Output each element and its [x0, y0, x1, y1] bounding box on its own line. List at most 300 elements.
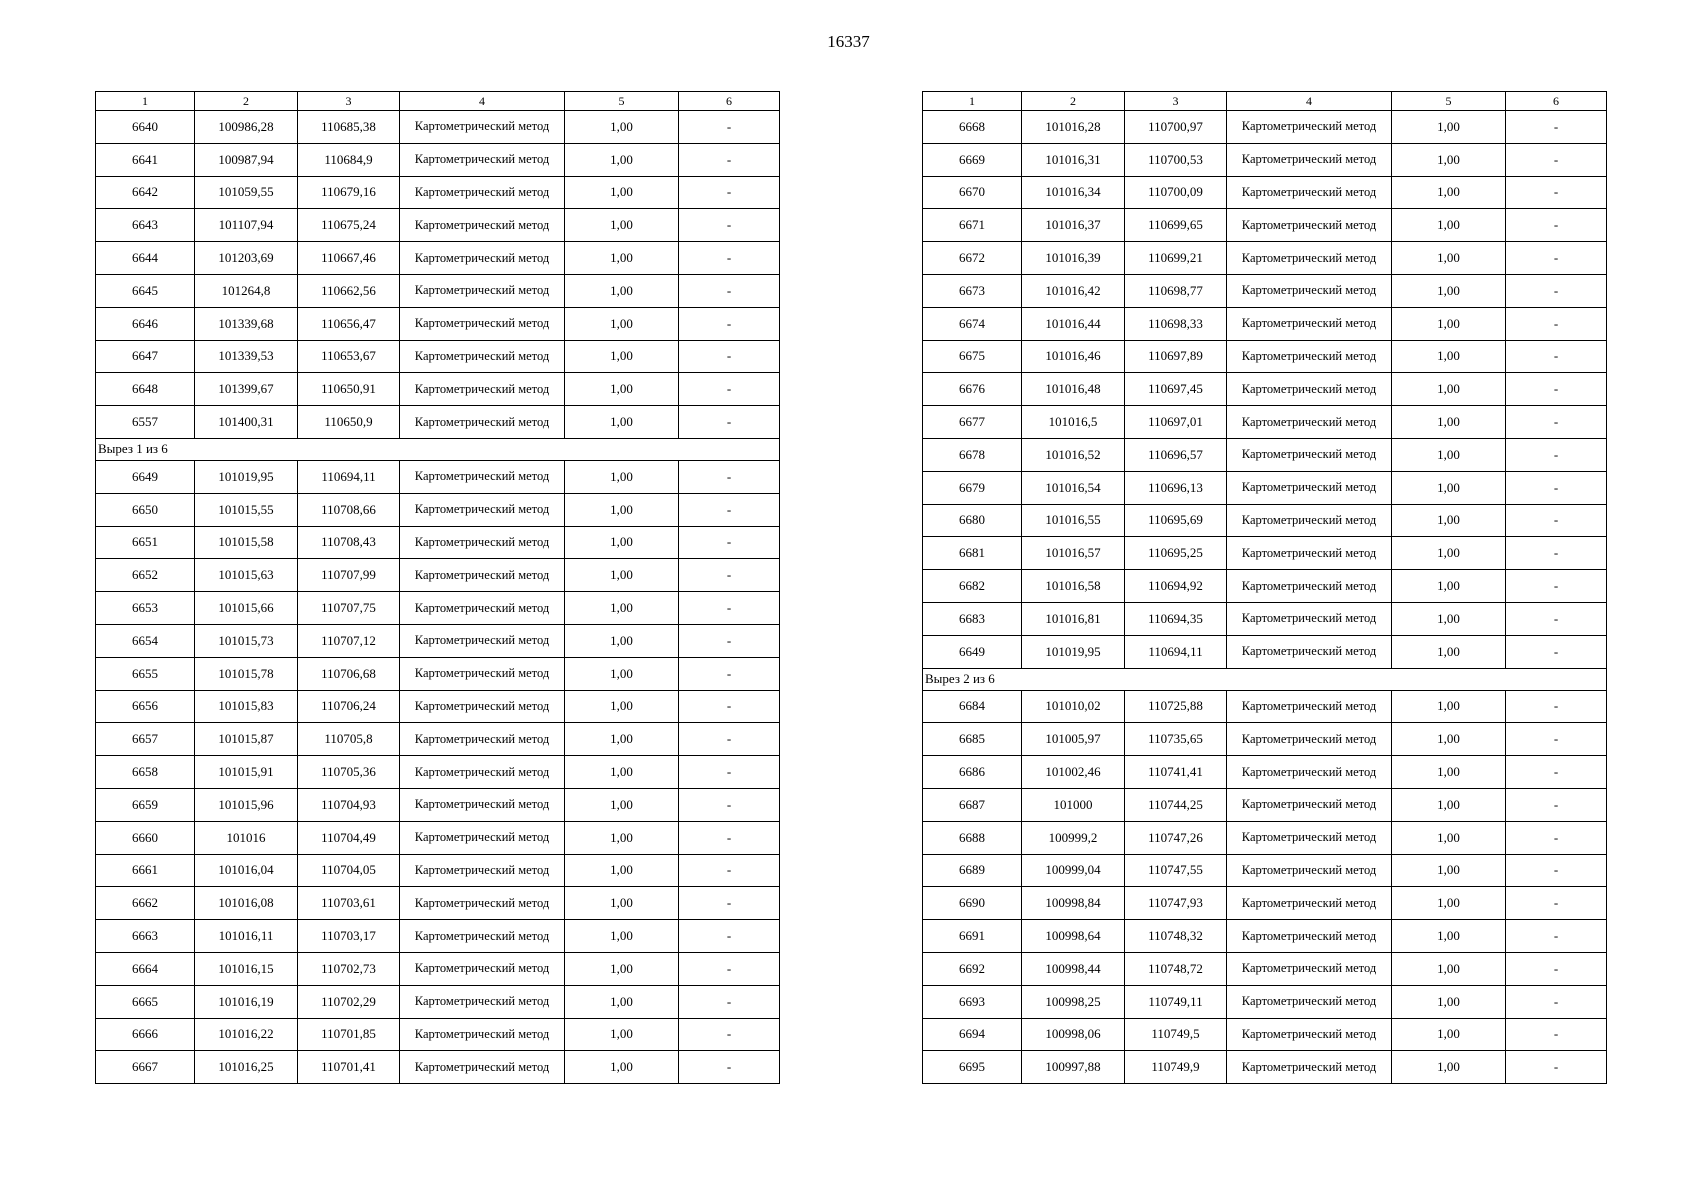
method-cell: Картометрический метод: [400, 920, 565, 953]
accuracy-cell: 1,00: [1392, 176, 1506, 209]
x-coordinate-cell: 101264,8: [195, 274, 298, 307]
point-number-cell: 6642: [96, 176, 195, 209]
x-coordinate-cell: 101016,42: [1022, 274, 1125, 307]
table-row: [923, 143, 1607, 176]
method-cell: Картометрический метод: [400, 887, 565, 920]
point-number-cell: 6667: [96, 1051, 195, 1084]
y-coordinate-cell: 110749,9: [1125, 1051, 1227, 1084]
table-row: [96, 887, 780, 920]
y-coordinate-cell: 110748,32: [1125, 920, 1227, 953]
accuracy-cell: 1,00: [1392, 887, 1506, 920]
column-header: 1: [923, 92, 1022, 111]
description-cell: -: [1506, 635, 1607, 668]
point-number-cell: 6655: [96, 657, 195, 690]
method-cell: Картометрический метод: [400, 307, 565, 340]
table-row: [923, 952, 1607, 985]
accuracy-cell: 1,00: [1392, 788, 1506, 821]
point-number-cell: 6669: [923, 143, 1022, 176]
point-number-cell: 6640: [96, 111, 195, 144]
point-number-cell: 6680: [923, 504, 1022, 537]
method-cell: Картометрический метод: [1227, 274, 1392, 307]
y-coordinate-cell: 110747,26: [1125, 821, 1227, 854]
y-coordinate-cell: 110685,38: [298, 111, 400, 144]
point-number-cell: 6682: [923, 570, 1022, 603]
method-cell: Картометрический метод: [1227, 723, 1392, 756]
description-cell: -: [679, 821, 780, 854]
y-coordinate-cell: 110735,65: [1125, 723, 1227, 756]
point-number-cell: 6643: [96, 209, 195, 242]
description-cell: -: [1506, 373, 1607, 406]
point-number-cell: 6692: [923, 952, 1022, 985]
accuracy-cell: 1,00: [1392, 570, 1506, 603]
method-cell: Картометрический метод: [1227, 373, 1392, 406]
point-number-cell: 6672: [923, 242, 1022, 275]
table-row: [96, 690, 780, 723]
accuracy-cell: 1,00: [565, 176, 679, 209]
description-cell: -: [1506, 920, 1607, 953]
method-cell: Картометрический метод: [1227, 985, 1392, 1018]
table-row: [96, 920, 780, 953]
description-cell: -: [1506, 570, 1607, 603]
table-row: [923, 920, 1607, 953]
description-cell: -: [679, 242, 780, 275]
accuracy-cell: 1,00: [1392, 821, 1506, 854]
y-coordinate-cell: 110705,8: [298, 723, 400, 756]
accuracy-cell: 1,00: [565, 209, 679, 242]
point-number-cell: 6657: [96, 723, 195, 756]
x-coordinate-cell: 101016,52: [1022, 438, 1125, 471]
table-row: [923, 756, 1607, 789]
method-cell: Картометрический метод: [1227, 111, 1392, 144]
point-number-cell: 6659: [96, 788, 195, 821]
table-row: [96, 143, 780, 176]
method-cell: Картометрический метод: [1227, 504, 1392, 537]
method-cell: Картометрический метод: [1227, 537, 1392, 570]
column-header: 2: [195, 92, 298, 111]
point-number-cell: 6662: [96, 887, 195, 920]
accuracy-cell: 1,00: [565, 406, 679, 439]
point-number-cell: 6689: [923, 854, 1022, 887]
description-cell: -: [1506, 209, 1607, 242]
method-cell: Картометрический метод: [400, 274, 565, 307]
method-cell: Картометрический метод: [400, 460, 565, 493]
method-cell: Картометрический метод: [1227, 854, 1392, 887]
x-coordinate-cell: 101016,58: [1022, 570, 1125, 603]
table-row: [96, 985, 780, 1018]
table-row: [923, 635, 1607, 668]
point-number-cell: 6681: [923, 537, 1022, 570]
y-coordinate-cell: 110704,05: [298, 854, 400, 887]
table-row: [923, 602, 1607, 635]
table-header-row: [923, 92, 1607, 111]
method-cell: Картометрический метод: [400, 1051, 565, 1084]
x-coordinate-cell: 101016,22: [195, 1018, 298, 1051]
table-row: [96, 559, 780, 592]
x-coordinate-cell: 101016,11: [195, 920, 298, 953]
description-cell: -: [1506, 438, 1607, 471]
x-coordinate-cell: 101000: [1022, 788, 1125, 821]
section-row: [923, 668, 1607, 690]
accuracy-cell: 1,00: [565, 274, 679, 307]
x-coordinate-cell: 101203,69: [195, 242, 298, 275]
description-cell: -: [679, 340, 780, 373]
method-cell: Картометрический метод: [400, 592, 565, 625]
method-cell: Картометрический метод: [400, 176, 565, 209]
y-coordinate-cell: 110708,43: [298, 526, 400, 559]
y-coordinate-cell: 110694,11: [298, 460, 400, 493]
description-cell: -: [1506, 143, 1607, 176]
x-coordinate-cell: 101016,37: [1022, 209, 1125, 242]
y-coordinate-cell: 110725,88: [1125, 690, 1227, 723]
accuracy-cell: 1,00: [1392, 471, 1506, 504]
point-number-cell: 6656: [96, 690, 195, 723]
accuracy-cell: 1,00: [565, 985, 679, 1018]
point-number-cell: 6666: [96, 1018, 195, 1051]
point-number-cell: 6684: [923, 690, 1022, 723]
x-coordinate-cell: 101005,97: [1022, 723, 1125, 756]
y-coordinate-cell: 110747,93: [1125, 887, 1227, 920]
accuracy-cell: 1,00: [1392, 756, 1506, 789]
coordinates-table-left: [95, 91, 780, 1084]
table-row: [923, 854, 1607, 887]
y-coordinate-cell: 110694,35: [1125, 602, 1227, 635]
accuracy-cell: 1,00: [565, 111, 679, 144]
accuracy-cell: 1,00: [1392, 242, 1506, 275]
y-coordinate-cell: 110741,41: [1125, 756, 1227, 789]
description-cell: -: [1506, 1018, 1607, 1051]
method-cell: Картометрический метод: [1227, 756, 1392, 789]
description-cell: -: [679, 592, 780, 625]
accuracy-cell: 1,00: [565, 920, 679, 953]
table-row: [96, 111, 780, 144]
description-cell: -: [679, 756, 780, 789]
accuracy-cell: 1,00: [1392, 723, 1506, 756]
point-number-cell: 6691: [923, 920, 1022, 953]
y-coordinate-cell: 110694,11: [1125, 635, 1227, 668]
method-cell: Картометрический метод: [1227, 471, 1392, 504]
y-coordinate-cell: 110650,9: [298, 406, 400, 439]
table-row: [96, 176, 780, 209]
table-row: [96, 592, 780, 625]
accuracy-cell: 1,00: [565, 690, 679, 723]
table-row: [923, 504, 1607, 537]
method-cell: Картометрический метод: [1227, 242, 1392, 275]
table-row: [923, 406, 1607, 439]
x-coordinate-cell: 101010,02: [1022, 690, 1125, 723]
column-header: 4: [1227, 92, 1392, 111]
point-number-cell: 6677: [923, 406, 1022, 439]
x-coordinate-cell: 100999,04: [1022, 854, 1125, 887]
table-row: [923, 307, 1607, 340]
accuracy-cell: 1,00: [565, 493, 679, 526]
description-cell: -: [679, 657, 780, 690]
x-coordinate-cell: 101016,57: [1022, 537, 1125, 570]
table-row: [96, 209, 780, 242]
method-cell: Картометрический метод: [400, 657, 565, 690]
description-cell: -: [1506, 307, 1607, 340]
table-row: [96, 460, 780, 493]
method-cell: Картометрический метод: [1227, 690, 1392, 723]
column-header: 6: [679, 92, 780, 111]
section-row: [96, 438, 780, 460]
description-cell: -: [1506, 176, 1607, 209]
x-coordinate-cell: 101015,55: [195, 493, 298, 526]
x-coordinate-cell: 101339,53: [195, 340, 298, 373]
y-coordinate-cell: 110706,24: [298, 690, 400, 723]
x-coordinate-cell: 101015,87: [195, 723, 298, 756]
method-cell: Картометрический метод: [1227, 340, 1392, 373]
y-coordinate-cell: 110747,55: [1125, 854, 1227, 887]
y-coordinate-cell: 110706,68: [298, 657, 400, 690]
point-number-cell: 6690: [923, 887, 1022, 920]
table-row: [96, 526, 780, 559]
table-row: [96, 821, 780, 854]
description-cell: -: [679, 559, 780, 592]
y-coordinate-cell: 110696,57: [1125, 438, 1227, 471]
method-cell: Картометрический метод: [400, 406, 565, 439]
description-cell: -: [1506, 406, 1607, 439]
method-cell: Картометрический метод: [400, 952, 565, 985]
table-row: [96, 1051, 780, 1084]
table-row: [923, 1051, 1607, 1084]
y-coordinate-cell: 110702,29: [298, 985, 400, 1018]
accuracy-cell: 1,00: [1392, 111, 1506, 144]
column-header: 5: [1392, 92, 1506, 111]
description-cell: -: [1506, 471, 1607, 504]
y-coordinate-cell: 110749,11: [1125, 985, 1227, 1018]
point-number-cell: 6683: [923, 602, 1022, 635]
x-coordinate-cell: 101015,58: [195, 526, 298, 559]
description-cell: -: [679, 624, 780, 657]
point-number-cell: 6641: [96, 143, 195, 176]
y-coordinate-cell: 110699,21: [1125, 242, 1227, 275]
point-number-cell: 6678: [923, 438, 1022, 471]
table-row: [923, 340, 1607, 373]
y-coordinate-cell: 110694,92: [1125, 570, 1227, 603]
y-coordinate-cell: 110701,85: [298, 1018, 400, 1051]
x-coordinate-cell: 101399,67: [195, 373, 298, 406]
accuracy-cell: 1,00: [565, 952, 679, 985]
point-number-cell: 6687: [923, 788, 1022, 821]
method-cell: Картометрический метод: [400, 723, 565, 756]
description-cell: -: [679, 209, 780, 242]
table-row: [923, 985, 1607, 1018]
method-cell: Картометрический метод: [1227, 406, 1392, 439]
table-row: [923, 242, 1607, 275]
method-cell: Картометрический метод: [400, 559, 565, 592]
y-coordinate-cell: 110748,72: [1125, 952, 1227, 985]
y-coordinate-cell: 110701,41: [298, 1051, 400, 1084]
table-row: [96, 723, 780, 756]
accuracy-cell: 1,00: [565, 657, 679, 690]
x-coordinate-cell: 101019,95: [1022, 635, 1125, 668]
y-coordinate-cell: 110703,17: [298, 920, 400, 953]
accuracy-cell: 1,00: [1392, 854, 1506, 887]
y-coordinate-cell: 110684,9: [298, 143, 400, 176]
table-row: [923, 537, 1607, 570]
point-number-cell: 6647: [96, 340, 195, 373]
accuracy-cell: 1,00: [1392, 602, 1506, 635]
column-header: 5: [565, 92, 679, 111]
y-coordinate-cell: 110675,24: [298, 209, 400, 242]
method-cell: Картометрический метод: [400, 143, 565, 176]
accuracy-cell: 1,00: [565, 460, 679, 493]
x-coordinate-cell: 101015,63: [195, 559, 298, 592]
description-cell: -: [1506, 952, 1607, 985]
point-number-cell: 6648: [96, 373, 195, 406]
y-coordinate-cell: 110700,53: [1125, 143, 1227, 176]
accuracy-cell: 1,00: [1392, 952, 1506, 985]
x-coordinate-cell: 101016,25: [195, 1051, 298, 1084]
x-coordinate-cell: 101016: [195, 821, 298, 854]
table-row: [923, 821, 1607, 854]
table-row: [923, 887, 1607, 920]
x-coordinate-cell: 101015,78: [195, 657, 298, 690]
x-coordinate-cell: 101339,68: [195, 307, 298, 340]
y-coordinate-cell: 110707,12: [298, 624, 400, 657]
accuracy-cell: 1,00: [565, 756, 679, 789]
point-number-cell: 6653: [96, 592, 195, 625]
description-cell: -: [1506, 821, 1607, 854]
method-cell: Картометрический метод: [1227, 602, 1392, 635]
point-number-cell: 6670: [923, 176, 1022, 209]
description-cell: -: [1506, 723, 1607, 756]
table-row: [96, 854, 780, 887]
point-number-cell: 6675: [923, 340, 1022, 373]
table-row: [923, 723, 1607, 756]
x-coordinate-cell: 101016,54: [1022, 471, 1125, 504]
y-coordinate-cell: 110697,01: [1125, 406, 1227, 439]
x-coordinate-cell: 101016,28: [1022, 111, 1125, 144]
description-cell: -: [679, 920, 780, 953]
method-cell: Картометрический метод: [400, 756, 565, 789]
description-cell: -: [1506, 537, 1607, 570]
method-cell: Картометрический метод: [1227, 209, 1392, 242]
y-coordinate-cell: 110695,25: [1125, 537, 1227, 570]
accuracy-cell: 1,00: [1392, 1051, 1506, 1084]
method-cell: Картометрический метод: [1227, 821, 1392, 854]
accuracy-cell: 1,00: [1392, 504, 1506, 537]
method-cell: Картометрический метод: [400, 1018, 565, 1051]
y-coordinate-cell: 110700,97: [1125, 111, 1227, 144]
table-row: [923, 111, 1607, 144]
point-number-cell: 6658: [96, 756, 195, 789]
method-cell: Картометрический метод: [1227, 438, 1392, 471]
coordinates-table-right: [922, 91, 1607, 1084]
description-cell: -: [1506, 504, 1607, 537]
accuracy-cell: 1,00: [565, 307, 679, 340]
table-header-row: [96, 92, 780, 111]
column-header: 4: [400, 92, 565, 111]
accuracy-cell: 1,00: [565, 723, 679, 756]
table-row: [96, 657, 780, 690]
point-number-cell: 6673: [923, 274, 1022, 307]
accuracy-cell: 1,00: [1392, 920, 1506, 953]
accuracy-cell: 1,00: [565, 559, 679, 592]
x-coordinate-cell: 100998,84: [1022, 887, 1125, 920]
table-row: [96, 307, 780, 340]
table-row: [96, 373, 780, 406]
x-coordinate-cell: 101015,73: [195, 624, 298, 657]
x-coordinate-cell: 101016,48: [1022, 373, 1125, 406]
accuracy-cell: 1,00: [565, 1018, 679, 1051]
page-number: 16337: [827, 32, 870, 51]
description-cell: -: [1506, 887, 1607, 920]
y-coordinate-cell: 110707,99: [298, 559, 400, 592]
y-coordinate-cell: 110703,61: [298, 887, 400, 920]
point-number-cell: 6686: [923, 756, 1022, 789]
column-header: 3: [298, 92, 400, 111]
description-cell: -: [679, 788, 780, 821]
y-coordinate-cell: 110700,09: [1125, 176, 1227, 209]
description-cell: -: [1506, 1051, 1607, 1084]
point-number-cell: 6664: [96, 952, 195, 985]
y-coordinate-cell: 110656,47: [298, 307, 400, 340]
point-number-cell: 6557: [96, 406, 195, 439]
x-coordinate-cell: 101015,66: [195, 592, 298, 625]
table-row: [96, 1018, 780, 1051]
x-coordinate-cell: 100998,64: [1022, 920, 1125, 953]
accuracy-cell: 1,00: [1392, 537, 1506, 570]
accuracy-cell: 1,00: [565, 526, 679, 559]
method-cell: Картометрический метод: [400, 242, 565, 275]
method-cell: Картометрический метод: [1227, 952, 1392, 985]
column-header: 6: [1506, 92, 1607, 111]
x-coordinate-cell: 101400,31: [195, 406, 298, 439]
description-cell: -: [679, 1018, 780, 1051]
point-number-cell: 6661: [96, 854, 195, 887]
x-coordinate-cell: 101015,91: [195, 756, 298, 789]
accuracy-cell: 1,00: [1392, 438, 1506, 471]
x-coordinate-cell: 101016,34: [1022, 176, 1125, 209]
x-coordinate-cell: 100987,94: [195, 143, 298, 176]
accuracy-cell: 1,00: [565, 242, 679, 275]
accuracy-cell: 1,00: [565, 592, 679, 625]
method-cell: Картометрический метод: [1227, 635, 1392, 668]
accuracy-cell: 1,00: [1392, 340, 1506, 373]
point-number-cell: 6660: [96, 821, 195, 854]
y-coordinate-cell: 110698,33: [1125, 307, 1227, 340]
table-row: [96, 274, 780, 307]
method-cell: Картометрический метод: [1227, 176, 1392, 209]
method-cell: Картометрический метод: [400, 854, 565, 887]
column-header: 3: [1125, 92, 1227, 111]
accuracy-cell: 1,00: [1392, 985, 1506, 1018]
table-row: [923, 209, 1607, 242]
x-coordinate-cell: 101016,15: [195, 952, 298, 985]
y-coordinate-cell: 110699,65: [1125, 209, 1227, 242]
table-row: [923, 690, 1607, 723]
x-coordinate-cell: 101016,39: [1022, 242, 1125, 275]
y-coordinate-cell: 110667,46: [298, 242, 400, 275]
method-cell: Картометрический метод: [400, 209, 565, 242]
y-coordinate-cell: 110707,75: [298, 592, 400, 625]
method-cell: Картометрический метод: [1227, 920, 1392, 953]
y-coordinate-cell: 110662,56: [298, 274, 400, 307]
point-number-cell: 6671: [923, 209, 1022, 242]
description-cell: -: [679, 373, 780, 406]
point-number-cell: 6693: [923, 985, 1022, 1018]
table-row: [923, 788, 1607, 821]
table-row: [96, 493, 780, 526]
description-cell: -: [679, 111, 780, 144]
method-cell: Картометрический метод: [1227, 788, 1392, 821]
point-number-cell: 6654: [96, 624, 195, 657]
column-header: 1: [96, 92, 195, 111]
accuracy-cell: 1,00: [1392, 635, 1506, 668]
description-cell: -: [679, 723, 780, 756]
table-row: [96, 242, 780, 275]
